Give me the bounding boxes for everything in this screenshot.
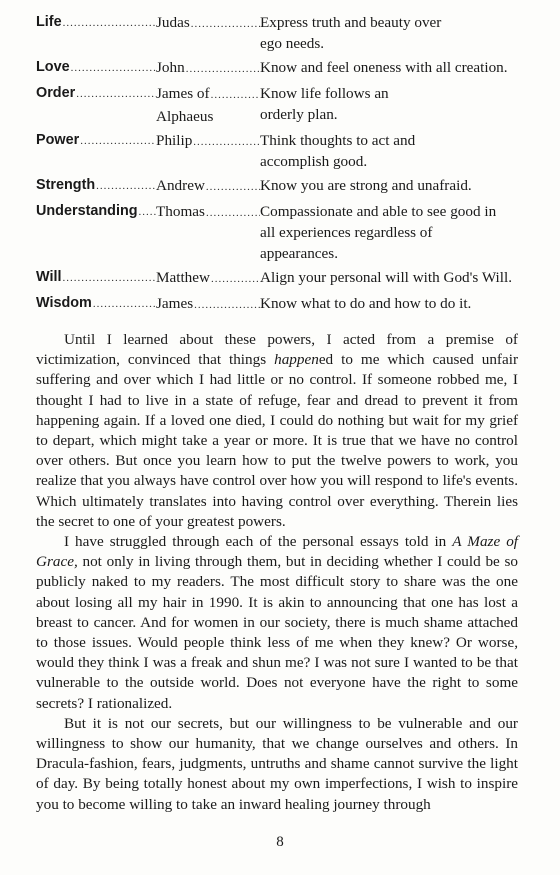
power-name: Life (36, 14, 62, 30)
disciple-name: Judas (156, 14, 190, 31)
power-row-power (36, 130, 518, 172)
power-description: Know you are strong and unafraid. (260, 177, 472, 194)
body-text (36, 330, 518, 815)
book-page (36, 12, 518, 815)
power-row-strength (36, 175, 518, 198)
paragraph: Until I learned about these powers, I acted from a premise of victimization, convinced that things happened to me which caused unfair suffering and over which I had little or no control. If someone robbed me, I thought I had to live in a state of refuge, fear and dread to prevent it from happening again. If a loved one died, I could do nothing but wait for my grief to depart, which might take a year or more. It is true that we have no control over others. But once you learn how to put the twelve powers to work, you realize that you always have control over how you will respond to life's events. Which ultimately translates into having control over everything. Therein lies the secret to one of your greatest powers. (36, 331, 519, 530)
power-name: Power (36, 132, 80, 148)
power-name: Love (36, 59, 70, 75)
power-name: Understanding (36, 203, 138, 219)
power-row-will (36, 267, 518, 290)
power-name: Order (36, 85, 76, 101)
power-description: Align your personal will with God's Will. (260, 269, 513, 286)
disciple-name: Philip (156, 132, 193, 149)
power-name: Strength (36, 177, 96, 193)
disciple-name-cont: Alphaeus (156, 108, 214, 125)
power-row-order (36, 83, 518, 127)
disciple-name: Thomas (156, 203, 205, 220)
disciple-name: James (156, 295, 194, 312)
power-description: Compassionate and able to see good in all experiences regardless of appearances. (260, 203, 497, 262)
power-description: Know life follows an orderly plan. (260, 85, 389, 123)
power-name: Wisdom (36, 295, 92, 311)
power-row-love (36, 57, 518, 80)
disciple-name: Matthew (156, 269, 210, 286)
power-row-life (36, 12, 518, 54)
power-row-understanding (36, 201, 518, 264)
disciple-name: John (156, 59, 185, 76)
disciple-name: James of (156, 85, 210, 102)
power-description: Express truth and beauty over ego needs. (260, 14, 442, 52)
disciple-name: Andrew (156, 177, 205, 194)
power-row-wisdom (36, 293, 518, 316)
power-name: Will (36, 269, 62, 285)
page-number: 8 (276, 834, 284, 850)
power-description: Know what to do and how to do it. (260, 295, 472, 312)
twelve-powers-list (36, 12, 518, 316)
power-description: Think thoughts to act and accomplish good. (260, 132, 416, 170)
power-description: Know and feel oneness with all creation. (260, 59, 508, 76)
paragraph: But it is not our secrets, but our willingness to be vulnerable and our willingness to show our humanity, that we change ourselves and others. In Dracula-fashion, fears, judgments, untruths and shame cannot survive the light of day. By being totally honest about my own imperfections, I wish to inspire you to become willing to take an inward healing journey through (36, 714, 518, 813)
paragraph: I have struggled through each of the personal essays told in A Maze of Grace, not only in living through them, but in deciding whether I could be so publicly naked to my readers. The most difficult story to share was the one about losing all my hair in 1990. It is akin to announcing that one has lost a breast to cancer. And for women in our society, there is much shame attached to those issues. Would people think less of me when they knew? Or worse, would they think I was a freak and shun me? I was not sure I wanted to be that vulnerable to the outside world. Does not everyone have the right to some secrets? I rationalized. (36, 533, 519, 712)
